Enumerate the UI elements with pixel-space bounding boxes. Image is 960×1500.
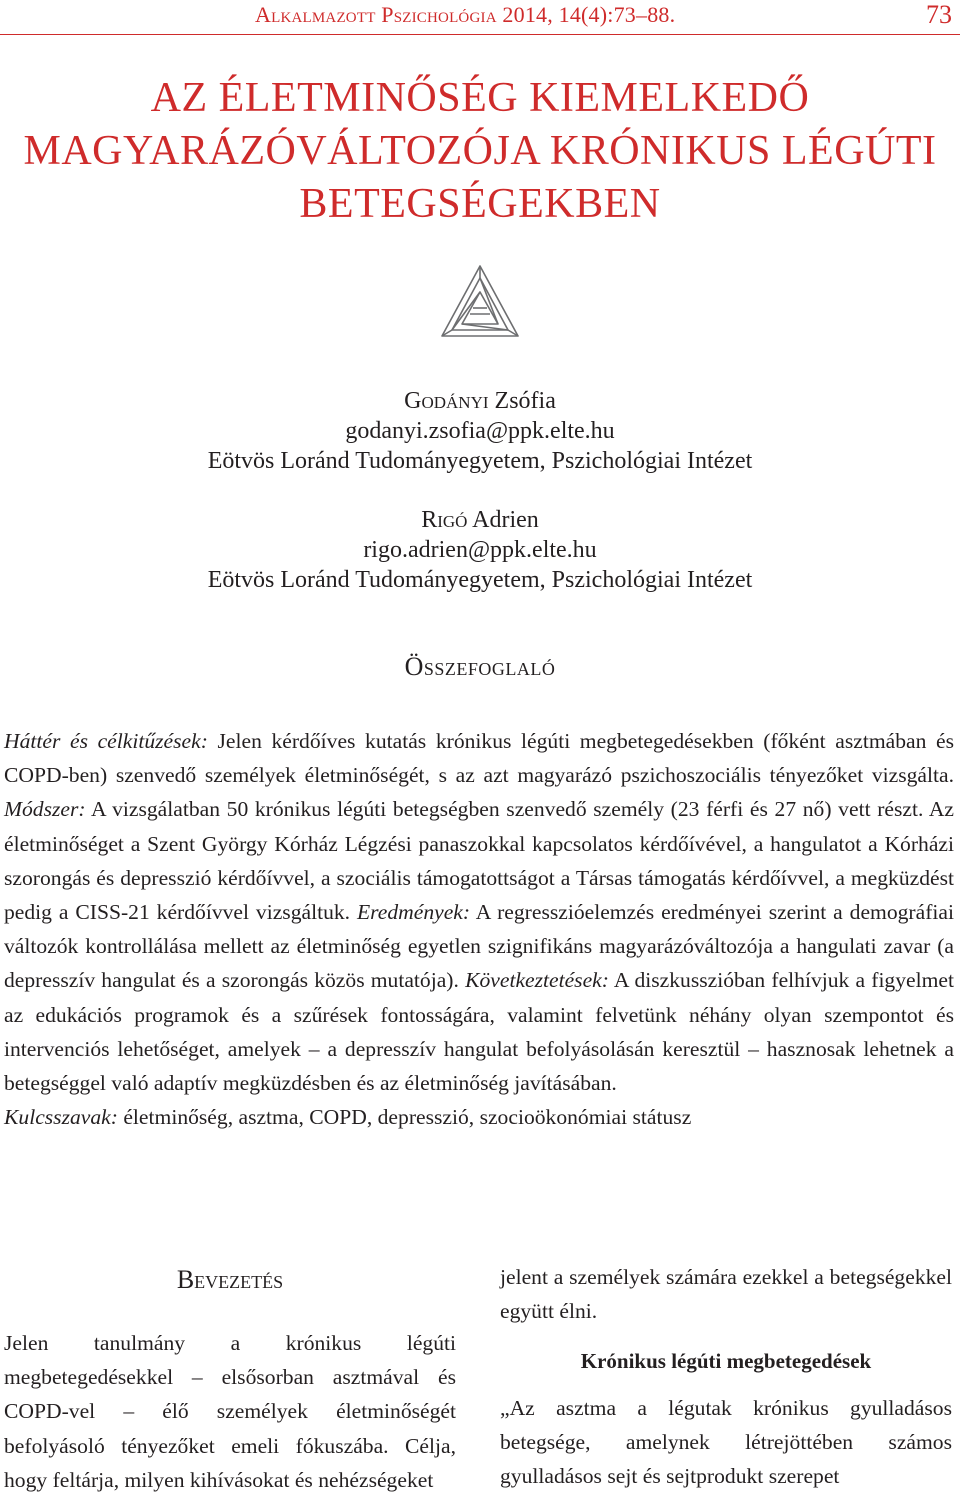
background-text: Jelen kérdőíves kutatás krónikus légúti megbetegedésekben (főként asztmában és COPD-ben) szenvedő személyek életminőségét, s az azt magyarázó pszichoszociális tényezőket vizsgálta.: [4, 729, 954, 788]
conclusions-text: A diszkusszióban felhívjuk a figyelmet az edukációs programok és a szűrések fontosságára, valamint felvetünk néhány olyan szempontot és intervenciós lehetőséget, amelyek – a depresszív hangulat befolyásolásán keresztül – hasznosak lehetnek a betegséggel való adaptív megküzdésben és az életminőség javításában.: [4, 968, 954, 1096]
journal-citation: Alkalmazott Pszichológia 2014, 14(4):73–88.: [255, 2, 676, 27]
results-label: Eredmények:: [356, 900, 471, 925]
page-number: 73: [926, 0, 952, 29]
intro-text: Jelen tanulmány a krónikus légúti megbetegedésekkel – elsősorban asztmával és COPD-vel – élő személyek életminőségét befolyásoló tényezőket emeli fókuszába. Célja, hogy feltárja, milyen kihívásokat és nehézségeket: [4, 1331, 456, 1492]
background-label: Háttér és célkitűzések:: [4, 729, 208, 753]
abstract-heading: Összefoglaló: [404, 652, 556, 681]
author-given-name: Adrien: [472, 507, 539, 533]
keywords-line: [4, 1100, 954, 1134]
subsection-heading: Krónikus légúti megbetegedések: [580, 1349, 872, 1374]
author-surname: Godányi: [404, 388, 489, 414]
title-line-1: AZ ÉLETMINŐSÉG KIEMELKEDŐ: [150, 75, 810, 121]
author-block-2: [0, 505, 960, 595]
author-affiliation: Eötvös Loránd Tudományegyetem, Pszichológiai Intézet: [207, 567, 753, 593]
methods-text: A vizsgálatban 50 krónikus légúti betegségben szenvedő személy (23 férfi és 27 nő) vett részt. Az életminőséget a Szent György Kórház Légzési panaszokkal kapcsolatos kérdőívével, a hangulatot a Kórházi szorongás és depresszió kérdőívvel, a szociális támogatottságot a Társas támogatás kérdőívvel, a megküzdést pedig a CISS-21 kérdőívvel vizsgáltuk.: [4, 797, 954, 925]
left-column: [4, 1260, 456, 1497]
abstract-body: [4, 724, 954, 1134]
right-column: [500, 1260, 952, 1493]
running-header: [0, 0, 960, 32]
conclusions-label: Következtetések:: [465, 968, 609, 993]
header-rule: [0, 34, 960, 35]
author-surname: Rigó: [421, 507, 468, 533]
methods-label: Módszer:: [4, 797, 86, 822]
author-block-1: [0, 386, 960, 476]
title-line-3: BETEGSÉGEKBEN: [299, 181, 661, 227]
author-name: [0, 505, 960, 535]
quote-text: „Az asztma a légutak krónikus gyulladásos betegsége, amelynek létrejöttében számos gyulladásos sejt és sejtprodukt szerepet: [500, 1395, 952, 1489]
author-email[interactable]: rigo.adrien@ppk.elte.hu: [363, 537, 597, 563]
title-line-2: MAGYARÁZÓVÁLTOZÓJA KRÓNIKUS LÉGÚTI: [23, 128, 937, 174]
abstract-paragraph: [4, 724, 954, 1100]
keywords-text: életminőség, asztma, COPD, depresszió, szocioökonómiai státusz: [117, 1105, 692, 1130]
author-given-name: Zsófia: [494, 388, 556, 414]
article-title: [0, 72, 960, 231]
continuation-text: jelent a személyek számára ezekkel a betegségekkel együtt élni.: [500, 1265, 952, 1324]
keywords-label: Kulcsszavak:: [4, 1105, 118, 1130]
results-text: A regresszióelemzés eredményei szerint a demográfiai változók kontrollálása mellett az életminőség egyetlen szignifikáns magyarázóváltozója a hangulati zavar (a depresszív hangulat és a szorongás közös mutatója).: [4, 900, 954, 993]
impossible-triangle-logo-icon: [440, 264, 520, 340]
intro-heading: Bevezetés: [176, 1265, 284, 1294]
author-email[interactable]: godanyi.zsofia@ppk.elte.hu: [345, 418, 615, 444]
author-affiliation: Eötvös Loránd Tudományegyetem, Pszichológiai Intézet: [207, 448, 753, 474]
author-name: [0, 386, 960, 416]
